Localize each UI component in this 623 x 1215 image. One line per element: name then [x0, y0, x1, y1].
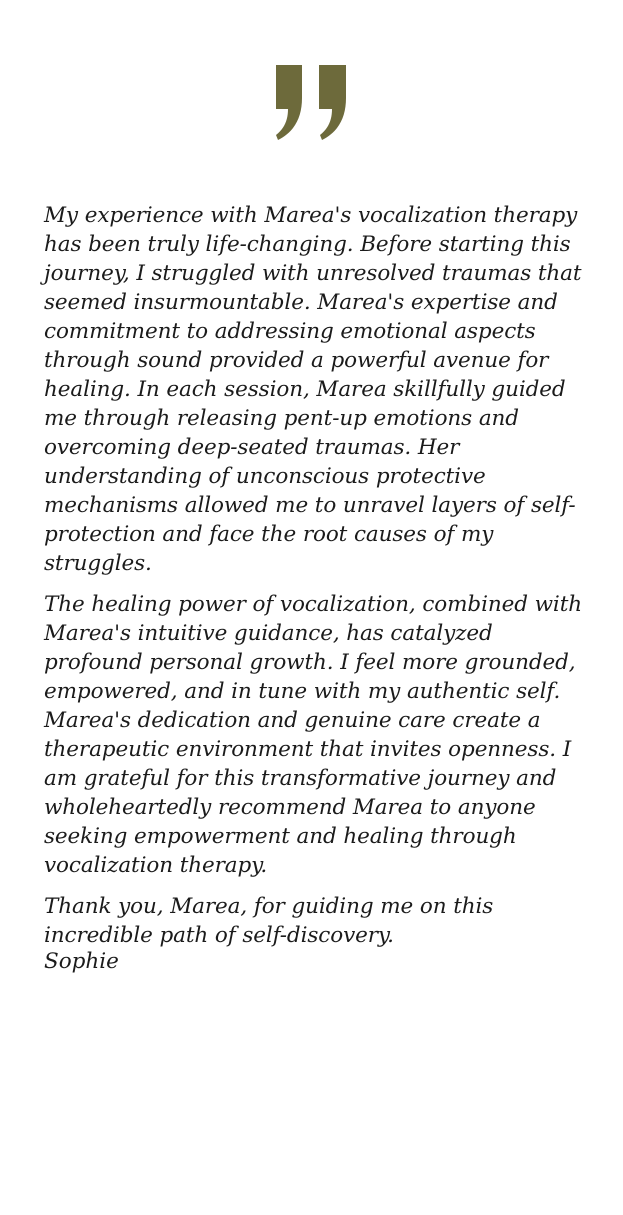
quote-mark-right — [319, 65, 346, 140]
testimonial-paragraph-3: Thank you, Marea, for guiding me on this incredible path of self-discovery. — [44, 894, 494, 948]
testimonial-author: Sophie — [44, 949, 119, 974]
closing-quote-icon — [270, 56, 354, 146]
testimonial-paragraph-1: My experience with Marea's vocalization therapy has been truly life-changing. Before starting this journey, I struggled with unresolved traumas that seemed insurmountable. Marea's expertise and commitment to addressing emotional aspects through sound provided a powerful avenue for healing. In each session, Marea skillfully guided me through releasing pent-up emotions and overcoming deep-seated traumas. Her understanding of unconscious protective mechanisms allowed me to unravel layers of self-protection and face the root causes of my struggles. — [44, 203, 582, 576]
testimonial-paragraph-2: The healing power of vocalization, combined with Marea's intuitive guidance, has catalyzed profound personal growth. I feel more grounded, empowered, and in tune with my authentic self. Marea's dedication and genuine care create a therapeutic environment that invites openness. I am grateful for this transformative journey and wholeheartedly recommend Marea to anyone seeking empowerment and healing through vocalization therapy. — [44, 592, 582, 878]
testimonial-text — [44, 201, 592, 962]
quote-mark-left — [276, 65, 302, 140]
